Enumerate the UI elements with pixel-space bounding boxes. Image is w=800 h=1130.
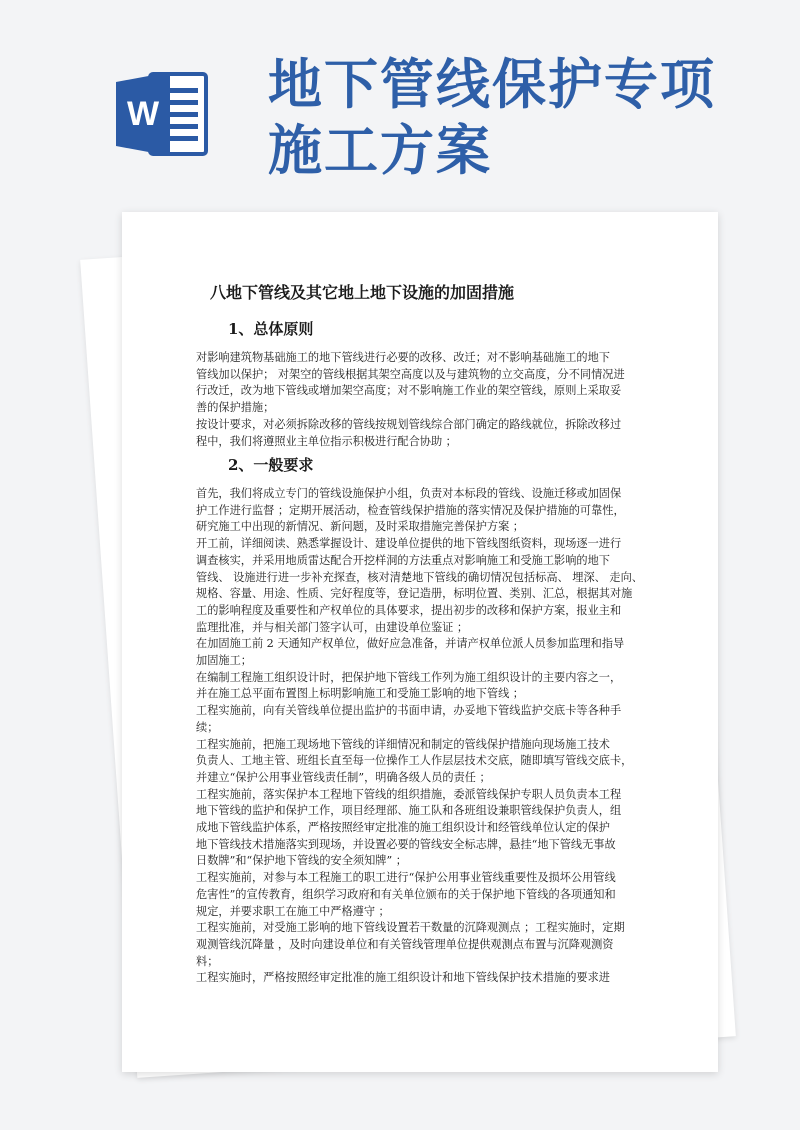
word-doc-icon bbox=[112, 64, 212, 164]
text-line: 工程实施前，把施工现场地下管线的详细情况和制定的管线保护措施向现场施工技术 bbox=[196, 737, 610, 751]
document-page bbox=[122, 212, 718, 1072]
text-line: 续； bbox=[196, 720, 219, 734]
text-line: 并在施工总平面布置图上标明影响施工和受施工影响的地下管线 ； bbox=[196, 687, 524, 701]
text-line: 管线加以保护； 对架空的管线根据其架空高度以及与建筑物的立交高度，分不同情况进 bbox=[196, 367, 625, 381]
text-line: 研究施工中出现的新情况、新问题，及时采取措施完善保护方案 ； bbox=[196, 520, 524, 534]
text-line: 观测管线沉降量 ，及时向建设单位和有关管线管理单位提供观测点布置与沉降观测资 bbox=[196, 937, 614, 951]
text-line: 工程实施前，对受施工影响的地下管线设置若干数量的沉降观测点 ；工程实施时，定期 bbox=[196, 921, 625, 935]
document-heading: 八地下管线及其它地上地下设施的加固措施 bbox=[210, 283, 515, 302]
text-line: 日数牌”和“保护地下管线的安全须知牌” ； bbox=[196, 854, 407, 868]
text-line: 首先，我们将成立专门的管线设施保护小组，负责对本标段的管线、设施迁移或加固保 bbox=[196, 487, 622, 500]
text-line: 监理批准，并与相关部门签字认可，由建设单位鉴证 ； bbox=[196, 620, 469, 634]
text-line: 工程实施时，严格按照经审定批准的施工组织设计和地下管线保护技术措施的要求进 bbox=[196, 971, 610, 985]
text-line: 工程实施前，对参与本工程施工的职工进行“保护公用事业管线重要性及损坏公用管线 bbox=[196, 871, 616, 885]
text-line: 成地下管线监护体系，严格按照经审定批准的施工组织设计和经管线单位认定的保护 bbox=[196, 821, 610, 835]
text-line: 在加固施工前 2 天通知产权单位，做好应急准备，并请产权单位派人员参加监理和指导 bbox=[196, 637, 625, 651]
section-1-body bbox=[196, 350, 646, 450]
section-2-body bbox=[196, 486, 646, 987]
text-line: 调查核实，并采用地质雷达配合开挖样洞的方法重点对影响施工和受施工影响的地下 bbox=[196, 553, 610, 567]
text-line: 地下管线的监护和保护工作，项目经理部、施工队和各班组设兼职管线保护负责人，组 bbox=[196, 804, 622, 818]
text-line: 程中，我们将遵照业主单位指示积极进行配合协助 ； bbox=[196, 434, 457, 448]
text-line: 地下管线技术措施落实到现场，并设置必要的管线安全标志牌，悬挂“地下管线无事故 bbox=[196, 837, 616, 851]
text-line: 负责人、工地主管、班组长直至每一位操作工人作层层技术交底，随即填写管线交底卡， bbox=[196, 754, 633, 768]
text-line: 料； bbox=[196, 954, 219, 968]
title-line-2: 施工方案 bbox=[268, 119, 492, 182]
text-line: 对影响建筑物基础施工的地下管线进行必要的改移、改迁；对不影响基础施工的地下 bbox=[196, 351, 610, 364]
text-line: 工程实施前，落实保护本工程地下管线的组织措施，委派管线保护专职人员负责本工程 bbox=[196, 787, 622, 801]
text-line: 规定，并要求职工在施工中严格遵守 ； bbox=[196, 904, 390, 918]
text-line: 管线、 设施进行进一步补充探查，核对清楚地下管线的确切情况包括标高、 埋深、 走向、 bbox=[196, 570, 643, 584]
text-line: 行改迁，改为地下管线或增加架空高度；对不影响施工作业的架空管线，原则上采取妥 bbox=[196, 384, 622, 398]
text-line: 危害性”的宣传教育，组织学习政府和有关单位颁布的关于保护地下管线的各项通知和 bbox=[196, 887, 616, 901]
title-line-1: 地下管线保护专项 bbox=[268, 53, 716, 116]
section-2-title: 2、一般要求 bbox=[228, 456, 314, 474]
word-icon-letter: W bbox=[126, 95, 160, 133]
page-title bbox=[268, 52, 768, 184]
text-line: 按设计要求，对必须拆除改移的管线按规划管线综合部门确定的路线就位，拆除改移过 bbox=[196, 417, 622, 431]
text-line: 开工前，详细阅读、熟悉掌握设计、建设单位提供的地下管线图纸资料，现场逐一进行 bbox=[196, 537, 622, 551]
section-1-title: 1、总体原则 bbox=[228, 320, 314, 338]
text-line: 护工作进行监督 ；定期开展活动，检查管线保护措施的落实情况及保护措施的可靠性， bbox=[196, 503, 625, 517]
text-line: 工的影响程度及重要性和产权单位的具体要求，提出初步的改移和保护方案，报业主和 bbox=[196, 603, 622, 617]
text-line: 在编制工程施工组织设计时，把保护地下管线工作列为施工组织设计的主要内容之一， bbox=[196, 670, 622, 684]
text-line: 规格、容量、用途、性质、完好程度等，登记造册，标明位置、类别、汇总，根据其对施 bbox=[196, 587, 633, 601]
text-line: 并建立“保护公用事业管线责任制”，明确各级人员的责任 ； bbox=[196, 770, 491, 784]
text-line: 善的保护措施； bbox=[196, 401, 275, 415]
text-line: 加固施工； bbox=[196, 654, 252, 668]
text-line: 工程实施前，向有关管线单位提出监护的书面申请，办妥地下管线监护交底卡等各种手 bbox=[196, 704, 622, 718]
